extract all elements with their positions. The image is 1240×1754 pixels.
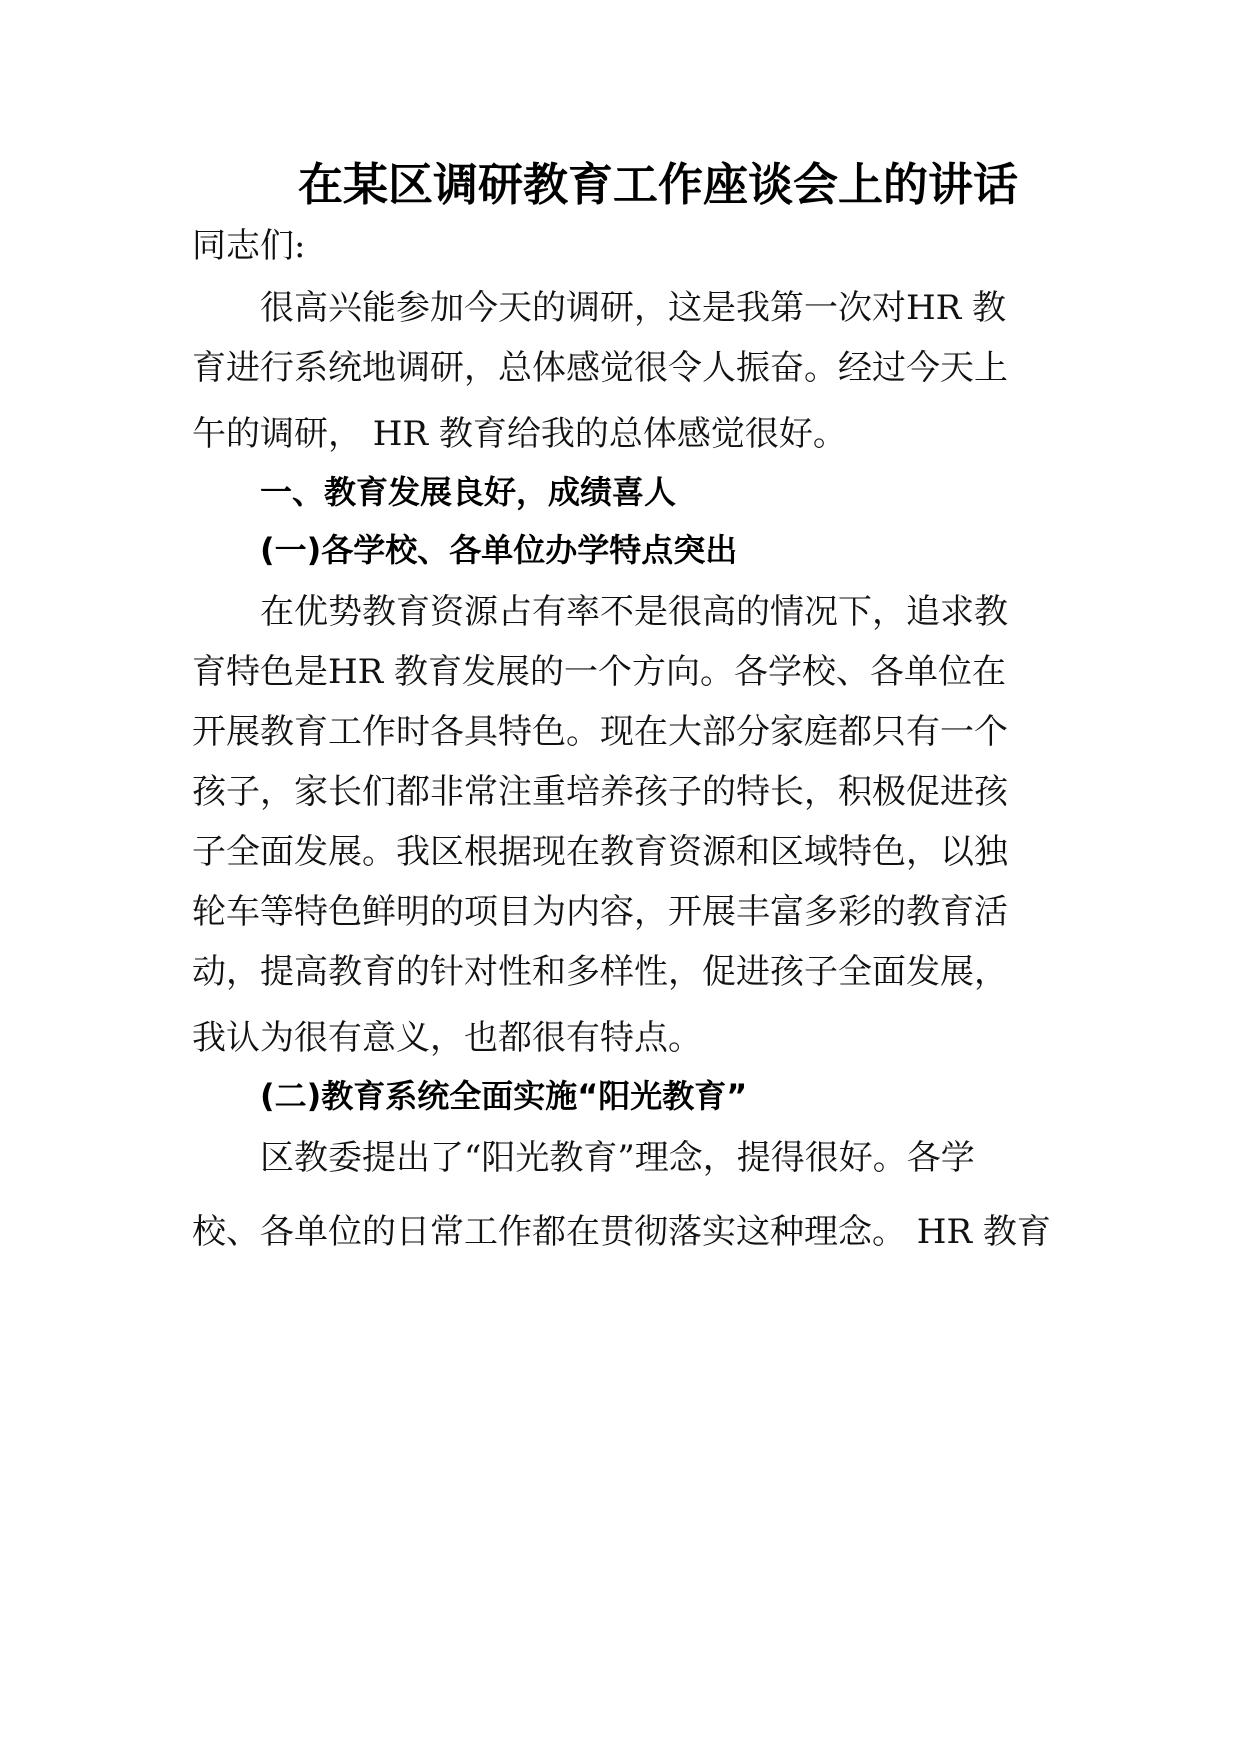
document-title: 在某区调研教育工作座谈会上的讲话 xyxy=(298,158,1019,211)
intro-line: 很高兴能参加今天的调研，这是我第一次对HR 教 xyxy=(260,288,1007,328)
paragraph-line: 孩子，家长们都非常注重培养孩子的特长，积极促进孩 xyxy=(192,772,1008,812)
paragraph-line: 我认为很有意义，也都很有特点。 xyxy=(192,1018,702,1058)
paragraph-line: 校、各单位的日常工作都在贯彻落实这种理念。 HR 教育 xyxy=(192,1212,1051,1252)
section-heading: 一、教育发展良好，成绩喜人 xyxy=(260,473,677,511)
paragraph-line: 区教委提出了“阳光教育”理念，提得很好。各学 xyxy=(260,1138,975,1178)
salutation: 同志们: xyxy=(192,226,306,266)
paragraph-line: 在优势教育资源占有率不是很高的情况下，追求教 xyxy=(260,592,1008,632)
subsection-heading: (二)教育系统全面实施“阳光教育” xyxy=(260,1077,748,1115)
subsection-heading: (一)各学校、各单位办学特点突出 xyxy=(260,531,738,569)
intro-line: 午的调研， HR 教育给我的总体感觉很好。 xyxy=(192,414,847,454)
paragraph-line: 子全面发展。我区根据现在教育资源和区域特色，以独 xyxy=(192,832,1008,872)
paragraph-line: 动，提高教育的针对性和多样性，促进孩子全面发展， xyxy=(192,952,1008,992)
intro-line: 育进行系统地调研，总体感觉很令人振奋。经过今天上 xyxy=(192,348,1008,388)
paragraph-line: 育特色是HR 教育发展的一个方向。各学校、各单位在 xyxy=(192,652,1007,692)
paragraph-line: 开展教育工作时各具特色。现在大部分家庭都只有一个 xyxy=(192,712,1008,752)
paragraph-line: 轮车等特色鲜明的项目为内容，开展丰富多彩的教育活 xyxy=(192,892,1008,932)
